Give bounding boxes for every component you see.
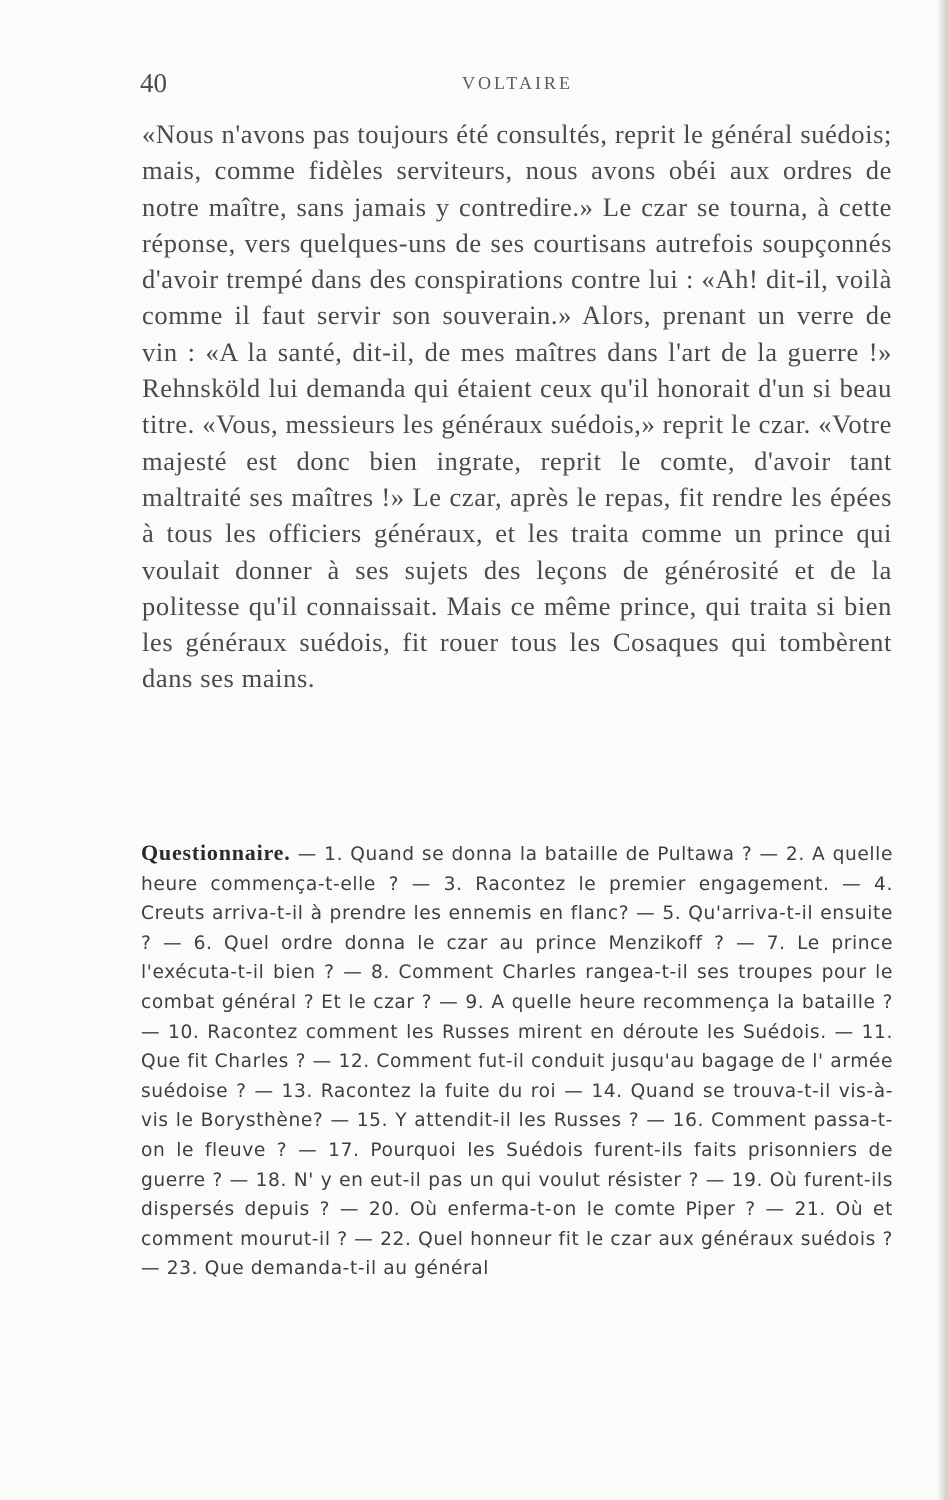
running-head	[140, 68, 895, 104]
page-edge-shadow	[937, 0, 947, 1500]
running-title: VOLTAIRE	[462, 73, 573, 93]
page-number: 40	[140, 68, 167, 98]
questionnaire-text: — 1. Quand se donna la bataille de Pultawa ? — 2. A quelle heure commença-t-elle ? — 3. Racontez le premier engagement. — 4. Creuts arriva-t-il à prendre les ennemis en flanc? — 5. Qu'arriva-t-il ensuite ? — 6. Quel ordre donna le czar au prince Menzikoff ? — 7. Le prince l'exécuta-t-il bien ? — 8. Comment Charles rangea-t-il ses troupes pour le combat général ? Et le czar ? — 9. A quelle heure recommença la bataille ? — 10. Racontez comment les Russes mirent en déroute les Suédois. — 11. Que fit Charles ? — 12. Comment fut-il conduit jusqu'au bagage de l' armée suédoise ? — 13. Racontez la fuite du roi — 14. Quand se trouva-t-il vis-à-vis le Borysthène? — 15. Y attendit-il les Russes ? — 16. Comment passa-t-on le fleuve ? — 17. Pourquoi les Suédois furent-ils faits prisonniers de guerre ? — 18. N' y en eut-il pas un qui voulut résister ? — 19. Où furent-ils dispersés depuis ? — 20. Où enferma-t-on le comte Piper ? — 21. Où et comment mourut-il ? — 22. Quel honneur fit le czar aux généraux suédois ? — 23. Que demanda-t-il au général	[141, 844, 893, 1280]
questionnaire-label: Questionnaire.	[141, 840, 291, 865]
questionnaire-block	[141, 838, 893, 1284]
body-paragraph: «Nous n'avons pas toujours été consultés, reprit le général suédois; mais, comme fidèles serviteurs, nous avons obéi aux ordres de notre maître, sans jamais y contredire.» Le czar se tourna, à cette réponse, vers quelques-uns de ses courtisans autrefois soupçonnés d'avoir trempé dans des conspirations contre lui : «Ah! dit-il, voilà comme il faut servir son souverain.» Alors, prenant un verre de vin : «A la santé, dit-il, de mes maîtres dans l'art de la guerre !» Rehnsköld lui demanda qui étaient ceux qu'il honorait d'un si beau titre. «Vous, messieurs les généraux suédois,» reprit le czar. «Votre majesté est donc bien ingrate, reprit le comte, d'avoir tant maltraité ses maîtres !» Le czar, après le repas, fit rendre les épées à tous les officiers généraux, et les traita comme un prince qui voulait donner à ses sujets des leçons de générosité et de la politesse qu'il connaissait. Mais ce même prince, qui traita si bien les généraux suédois, fit rouer tous les Cosaques qui tombèrent dans ses mains.	[142, 119, 892, 694]
